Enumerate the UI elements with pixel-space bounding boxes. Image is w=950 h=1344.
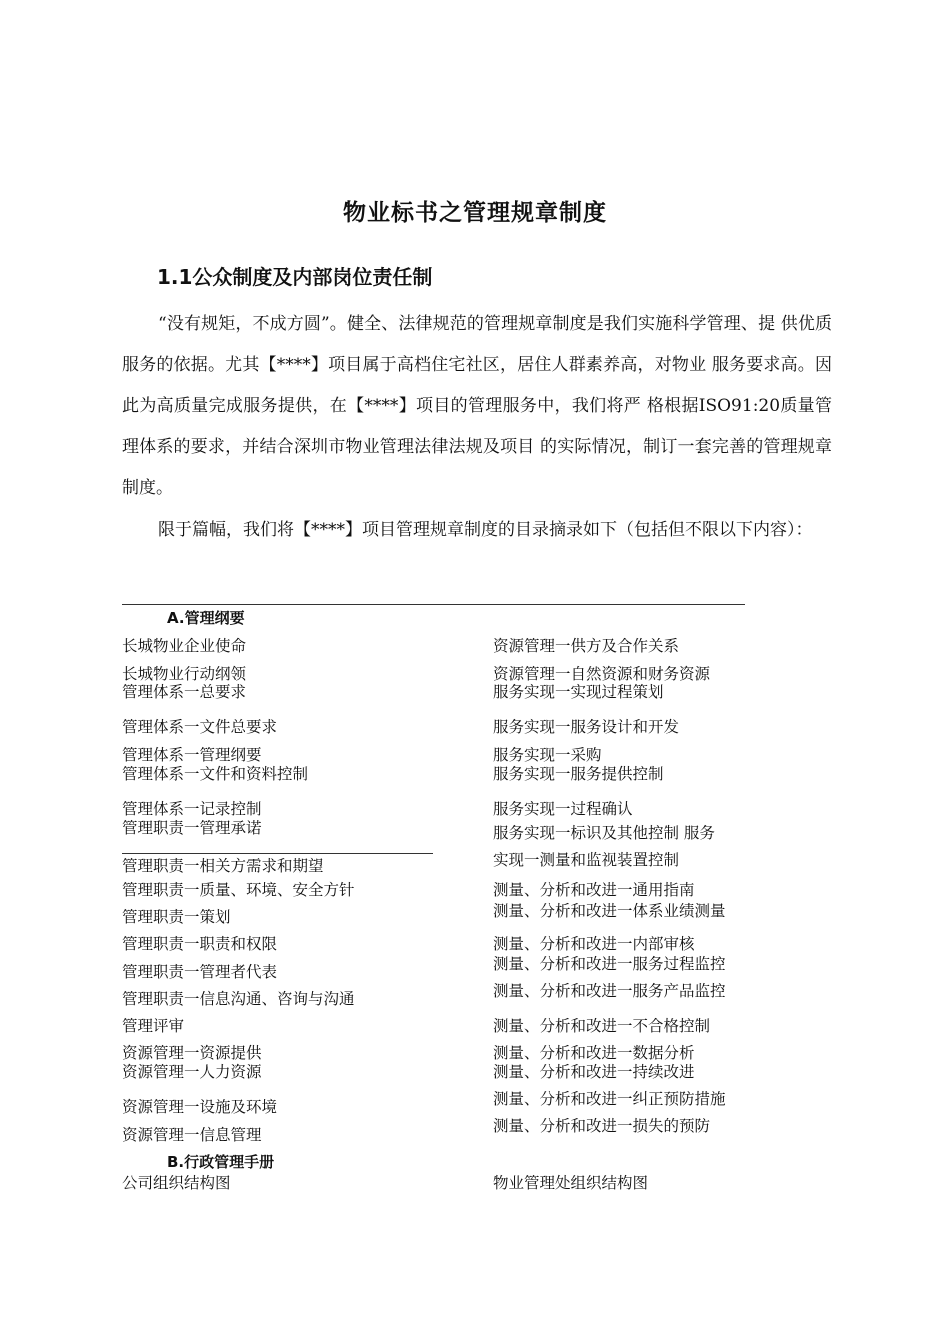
list-item: 测量、分析和改进一数据分析: [493, 1044, 695, 1062]
list-item: 测量、分析和改进一纠正预防措施: [493, 1090, 726, 1108]
list-item: 资源管理一资源提供: [122, 1044, 262, 1062]
list-item: 测量、分析和改进一持续改进: [493, 1063, 695, 1081]
list-item: 测量、分析和改进一不合格控制: [493, 1017, 711, 1035]
list-item: 服务实现一服务设计和开发: [493, 718, 680, 736]
list-item: 实现一测量和监视装置控制: [493, 851, 680, 869]
list-item: 服务实现一采购: [493, 746, 602, 764]
section-a-label: A.管理纲要: [167, 609, 245, 627]
list-item: 管理体系一总要求: [122, 683, 247, 701]
list-item: 资源管理一信息管理: [122, 1126, 262, 1144]
list-item: 管理体系一记录控制: [122, 800, 262, 818]
list-item: 管理评审: [122, 1017, 185, 1035]
section-heading: 1.1公众制度及内部岗位责任制: [157, 265, 433, 289]
left-column-divider: [122, 853, 433, 854]
intro-paragraph: “没有规矩，不成方圆”。健全、法律规范的管理规章制度是我们实施科学管理、提 供优质服务的依据。尤其【****】项目属于高档住宅社区，居住人群素养高，对物业 服务要求高。因此为高质量完成服务提供，在【****】项目的管理服务中，我们将严 格根据ISO91:20质量管理体系的要求，并结合深圳市物业管理法律法规及项目 的实际情况，制订一套完善的管理规章制度。: [122, 314, 832, 498]
list-item: 服务实现一标识及其他控制 服务: [493, 824, 715, 842]
list-item: 长城物业企业使命: [122, 637, 247, 655]
list-item: 测量、分析和改进一内部审核: [493, 935, 695, 953]
list-item: 测量、分析和改进一损失的预防: [493, 1117, 711, 1135]
list-item: 测量、分析和改进一服务过程监控: [493, 955, 726, 973]
list-item: 长城物业行动纲领: [122, 665, 247, 683]
list-item: 资源管理一自然资源和财务资源: [493, 665, 711, 683]
list-item: 服务实现一实现过程策划: [493, 683, 664, 701]
document-title: 物业标书之管理规章制度: [343, 200, 607, 226]
list-item: 管理体系一管理纲要: [122, 746, 262, 764]
list-item: 物业管理处组织结构图: [493, 1174, 649, 1192]
list-item: 资源管理一人力资源: [122, 1063, 262, 1081]
list-item: 管理体系一文件总要求: [122, 718, 278, 736]
list-item: 服务实现一过程确认: [493, 800, 633, 818]
list-item: 管理职责一相关方需求和期望: [122, 857, 324, 875]
list-item: 管理职责一管理承诺: [122, 819, 262, 837]
list-item: 服务实现一服务提供控制: [493, 765, 664, 783]
list-item: 资源管理一供方及合作关系: [493, 637, 680, 655]
list-item: 管理职责一策划: [122, 908, 231, 926]
list-item: 测量、分析和改进一通用指南: [493, 881, 695, 899]
list-item: 管理职责一职责和权限: [122, 935, 278, 953]
list-item: 资源管理一设施及环境: [122, 1098, 278, 1116]
list-item: 测量、分析和改进一体系业绩测量: [493, 902, 726, 920]
list-item: 管理职责一信息沟通、咨询与沟通: [122, 990, 355, 1008]
summary-paragraph: 限于篇幅，我们将【****】项目管理规章制度的目录摘录如下（包括但不限以下内容）：: [158, 520, 813, 540]
list-item: 管理职责一管理者代表: [122, 963, 278, 981]
list-item: 公司组织结构图: [122, 1174, 231, 1192]
list-item: 测量、分析和改进一服务产品监控: [493, 982, 726, 1000]
section-b-label: B.行政管理手册: [167, 1153, 275, 1171]
table-top-divider: [122, 604, 745, 605]
list-item: 管理职责一质量、环境、安全方针: [122, 881, 355, 899]
list-item: 管理体系一文件和资料控制: [122, 765, 309, 783]
